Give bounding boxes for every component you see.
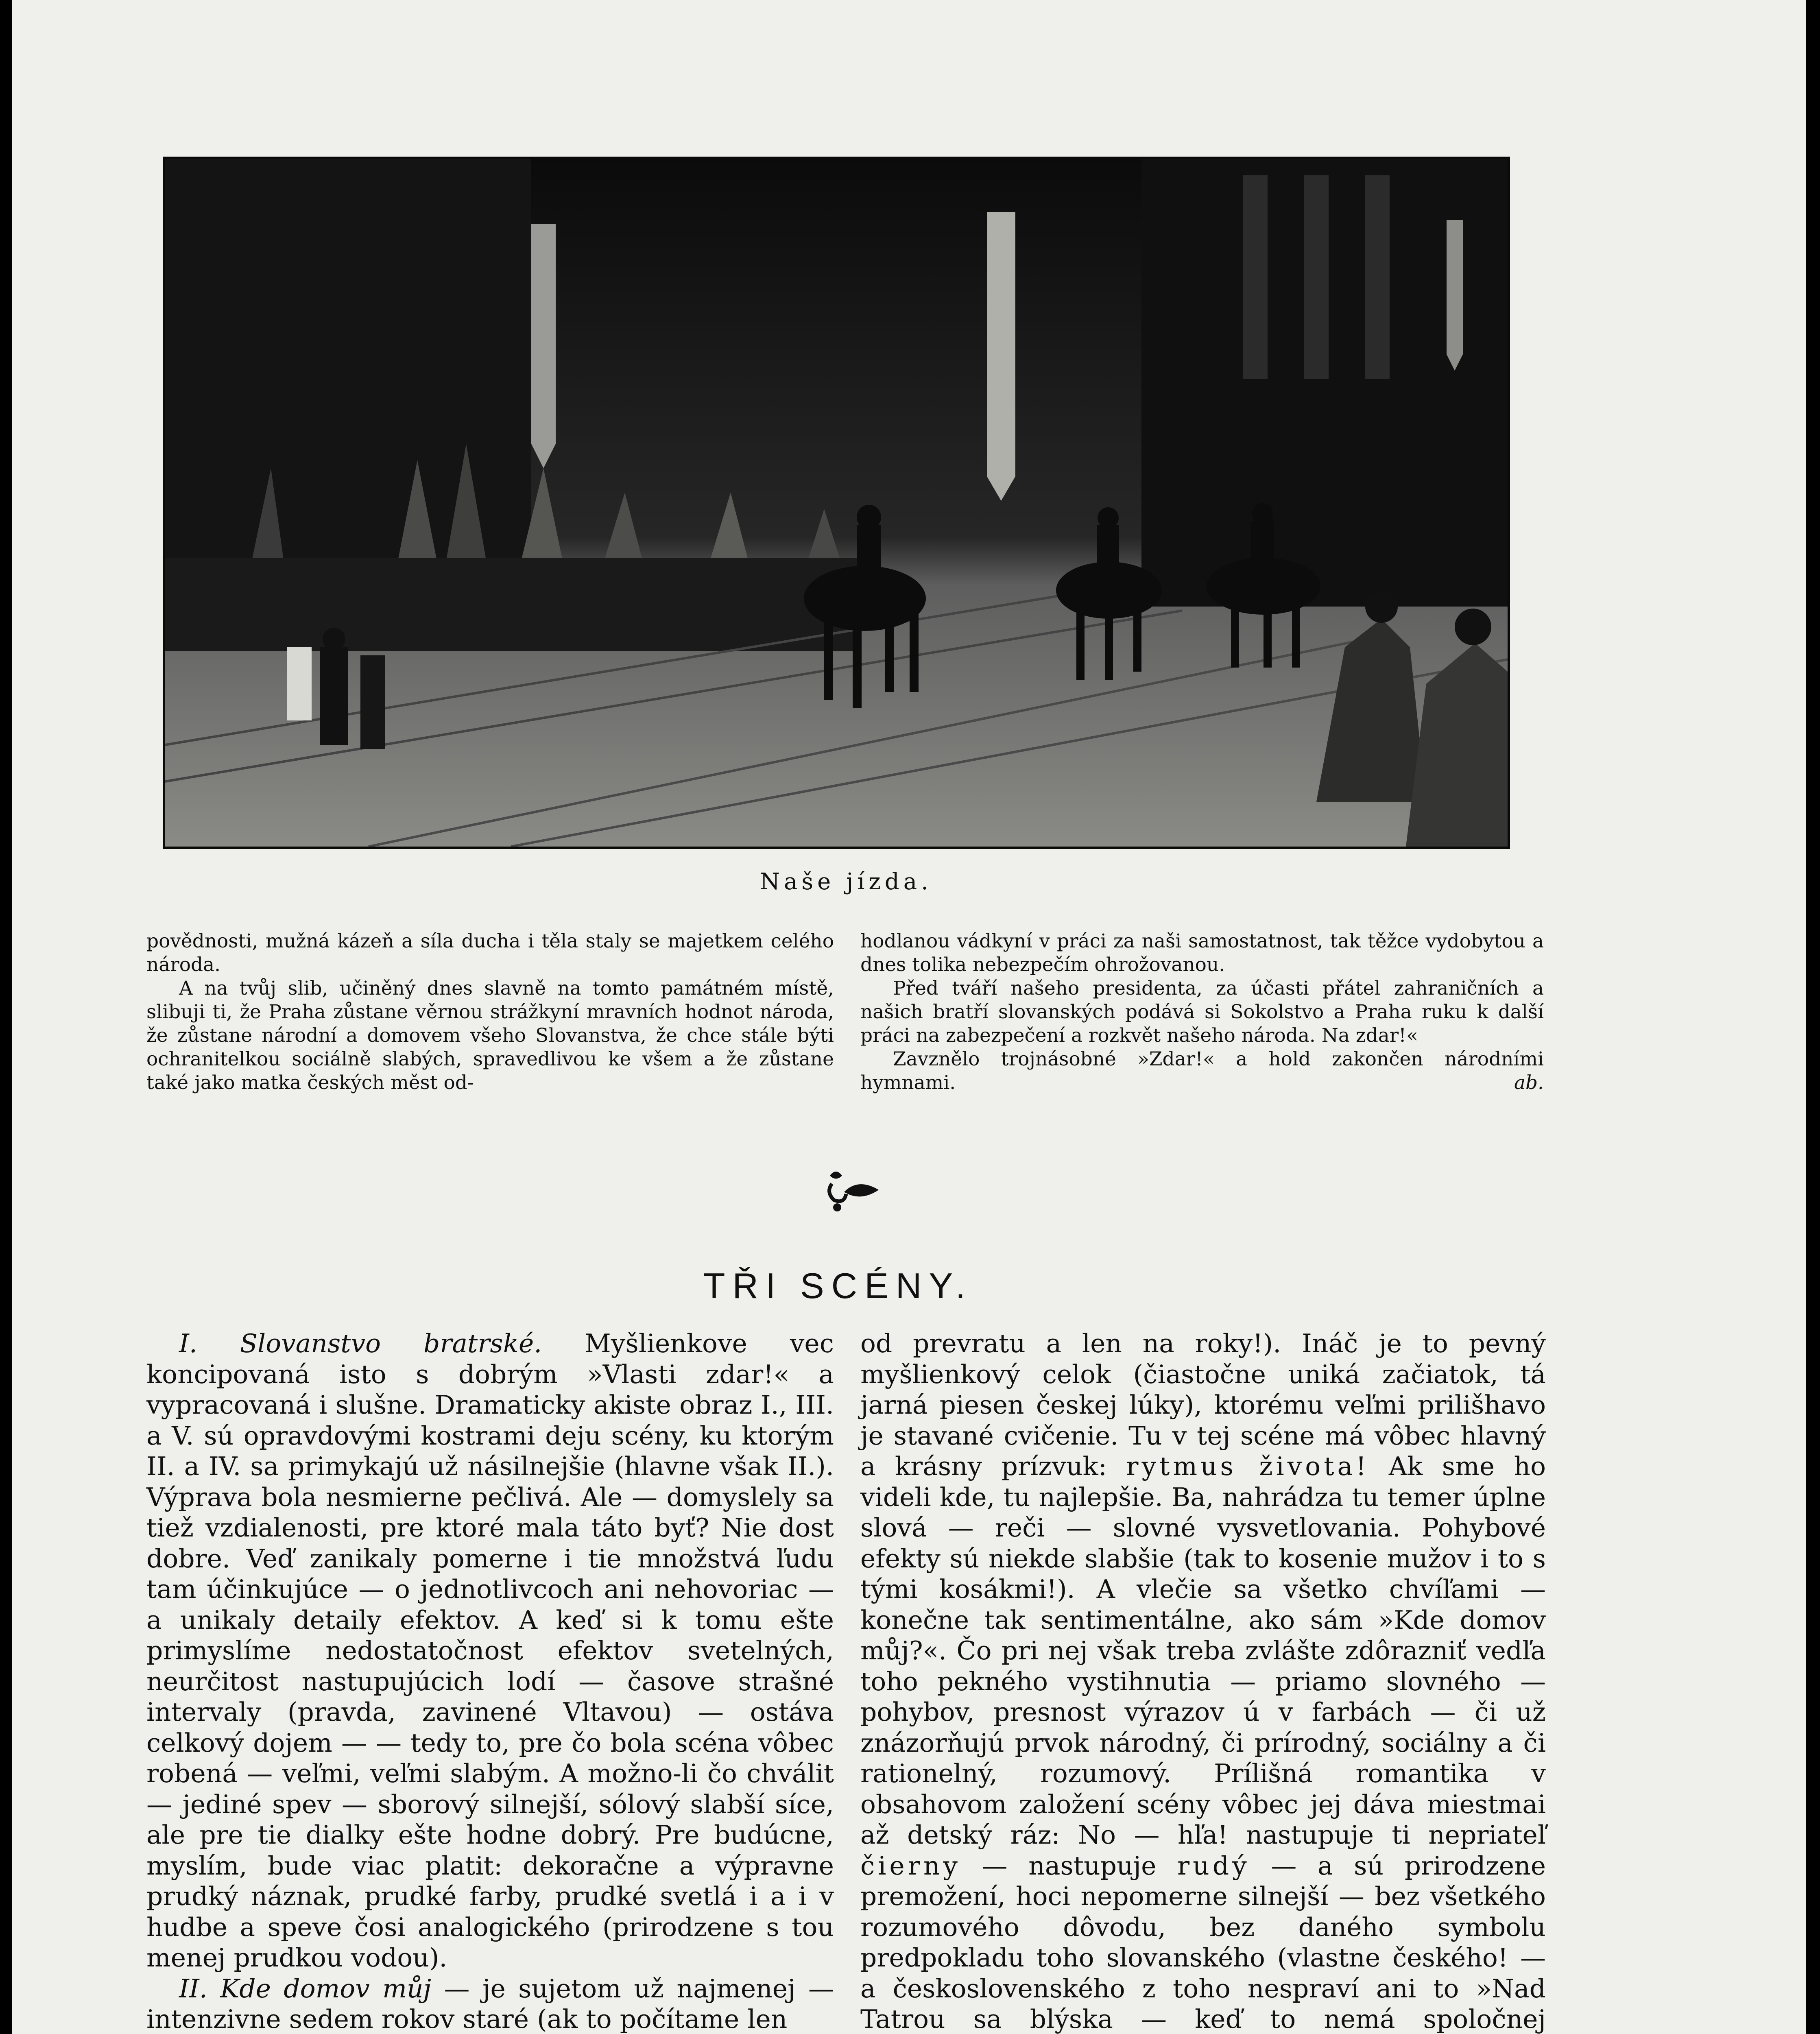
text-run: — nastupuje (982, 1851, 1157, 1881)
emphasis-black: čierny (860, 1851, 961, 1881)
paragraph (860, 1048, 1544, 1095)
emphasis-red: rudý (1177, 1851, 1250, 1881)
paragraph-scene-one (146, 1328, 834, 1973)
text-run: Ak sme ho videli kde, tu najlepšie. Ba, nahrádza tu temer úplne slová — reči — slovné vysvetlovania. Pohybové efekty sú niekde slabšie (tak to kosenie mužov i to s tými kosákmi!). A vlečie sa všetko chvíľami — konečne tak sentimentálne, ako sám »Kde domov můj?«. Čo pri nej však treba zvlášte zdôrazniť vedľa toho pekného vystihnutia — priamo slovného — pohybov, presnost výrazov ú v farbách — či už znázorňujú prvok národný, či prírodný, sociálny a či rationelný, rozumový. Prílišná romantika v obsahovom založení scény vôbec jej dáva miestmai až detský ráz: No — hľa! nastupuje ti nepriateľ (860, 1451, 1546, 1850)
scene-one-text: Myšlienkove vec koncipovaná isto s dobrým »Vlasti zdar!« a vypracovaná i slušne. Dramaticky akiste obraz I., III. a V. sú opravdovými kostrami deju scény, ku ktorým II. a IV. sa primykajú už násilnejšie (hlavne však II.). Výprava bola nesmierne pečlivá. Ale — domyslely sa tiež vzdialenosti, pre ktoré mala táto byť? Nie dost dobre. Veď zanikaly pomerne i tie množstvá ľudu tam účinkujúce — o jednotlivcoch ani nehovoriac — a unikaly detaily efektov. A keď si k tomu ešte primyslíme nedostatočnost efektov svetelných, neurčitost nastupujúcich lodí — časove strašné intervaly (pravda, zavinené Vltavou) — ostáva celkový dojem — — tedy to, pre čo bola scéna vôbec robená — veľmi, veľmi slabým. A možno-li čo chválit — jediné spev — sborový silnejší, sólový slabší síce, ale pre tie dialky ešte hodne dobrý. Pre budúcne, myslím, bude viac platit: dekoračne a výpravne prudký náznak, prudké farby, prudké svetlá i a i v hudbe a speve čosi analogického (prirodzene s tou menej prudkou vodou). (146, 1329, 834, 1973)
paragraph-scene-two (146, 1973, 834, 2034)
paragraph: hodlanou vádkyní v práci za naši samostatnost, tak těžce vydobytou a dnes tolika nebezpečím ohrožovanou. (860, 930, 1544, 976)
leaf-ornament-icon (822, 1163, 883, 1216)
scene-two-text: — je sujetom už najmenej — intenzivne sedem rokov staré (ak to počítame len (146, 1973, 834, 2034)
author-signature: ab. (1514, 1072, 1544, 1094)
paragraph-continued (860, 1328, 1546, 2034)
scene-one-label: I. Slovanstvo bratrské. (179, 1329, 542, 1358)
photo-illustration (165, 159, 1508, 847)
closing-speech-right-column (860, 930, 1544, 1095)
article-left-column (146, 1328, 834, 2034)
scene-two-label: II. Kde domov můj (179, 1973, 432, 2003)
article-right-column (860, 1328, 1546, 2034)
paragraph: A na tvůj slib, učiněný dnes slavně na tomto památném místě, slibuji ti, že Praha zůstane věrnou strážkyní mravních hodnot národa, že zůstane národní a domovem všeho Slovanstva, že chce stále býti ochranitelkou sociálně slabých, spravedlivou ke všem a že zůstane také jako matka českých měst od- (146, 977, 834, 1094)
magazine-page (12, 0, 1806, 2034)
paragraph: povědnosti, mužná kázeň a síla ducha i těla staly se majetkem celého národa. (146, 930, 834, 976)
closing-speech-left-column (146, 930, 834, 1095)
paragraph: Před tváří našeho presidenta, za účasti přátel zahraničních a našich bratří slovanských podává si Sokolstvo a Praha ruku k další práci na zabezpečení a rozkvět našeho národa. Na zdar!« (860, 977, 1544, 1047)
photo-caption: Naše jízda. (760, 869, 932, 895)
text-run: od prevratu a len na roky!). Ináč je to pevný myšlienkový celok (čiastočne uniká začiatok, tá jarná piesen českej lúky), ktorému veľmi prilišhavo je stavané cvičenie. Tu v tej scéne má vôbec hlavný a krásny prízvuk: (860, 1329, 1546, 1481)
closing-line: Zavznělo trojnásobné »Zdar!« a hold zakončen národními hymnami. (860, 1048, 1544, 1094)
cavalry-parade-photo (163, 157, 1510, 849)
article-title: TŘI SCÉNY. (703, 1266, 973, 1306)
emphasis-rhythm: rytmus života! (1126, 1451, 1370, 1481)
text-run: — a sú prirodzene premožení, hoci nepomerne silnejší — bez všetkého rozumového dôvodu, bez daného symbolu predpokladu toho slovanského (vlastne českého! — a československého z toho nespraví ani to »Nad Tatrou sa blýska — keď to nemá spoločnej (860, 1851, 1546, 2034)
